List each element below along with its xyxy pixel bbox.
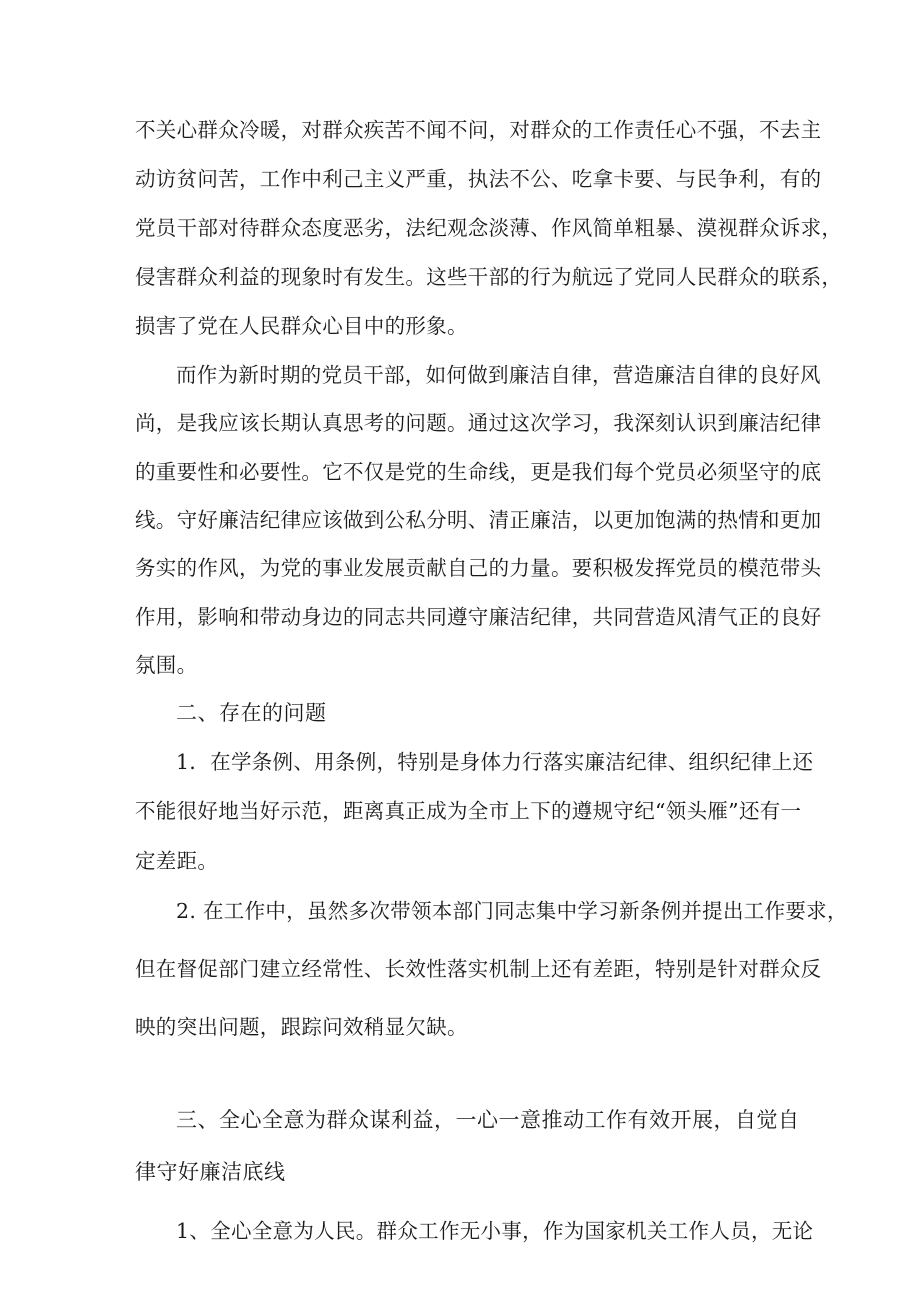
section-2-item-1-line-1: 1．在学条例、用条例，特别是身体力行落实廉洁纪律、组织纪律上还 (176, 750, 814, 774)
paragraph-2-line-6: 作用，影响和带动身边的同志共同遵守廉洁纪律，共同营造风清气正的良好 (135, 605, 822, 629)
paragraph-2-line-1: 而作为新时期的党员干部，如何做到廉洁自律，营造廉洁自律的良好风 (176, 363, 821, 387)
section-3-item-1-line-1: 1、全心全意为人民。群众工作无小事，作为国家机关工作人员，无论 (176, 1219, 814, 1243)
paragraph-1-line-5: 损害了党在人民群众心目中的形象。 (135, 314, 468, 338)
paragraph-1-line-3: 党员干部对待群众态度恶劣，法纪观念淡薄、作风简单粗暴、漠视群众诉求， (135, 216, 843, 240)
section-2-item-2-line-3: 映的突出问题，跟踪问效稍显欠缺。 (135, 1015, 468, 1039)
section-2-item-1-line-3: 定差距。 (135, 849, 219, 873)
section-3-heading-line-2: 律守好廉洁底线 (135, 1160, 286, 1184)
paragraph-2-line-5: 务实的作风，为党的事业发展贡献自己的力量。要积极发挥党员的模范带头 (135, 556, 822, 580)
paragraph-2-line-3: 的重要性和必要性。它不仅是党的生命线，更是我们每个党员必须坚守的底 (135, 460, 822, 484)
section-2-heading: 二、存在的问题 (176, 701, 327, 725)
section-2-item-1-line-2: 不能很好地当好示范，距离真正成为全市上下的遵规守纪“领头雁”还有一 (135, 799, 802, 823)
paragraph-2-line-4: 线。守好廉洁纪律应该做到公私分明、清正廉洁，以更加饱满的热情和更加 (135, 508, 822, 532)
paragraph-2-line-2: 尚，是我应该长期认真思考的问题。通过这次学习，我深刻认识到廉洁纪律 (135, 411, 822, 435)
paragraph-1-line-4: 侵害群众利益的现象时有发生。这些干部的行为航远了党同人民群众的联系， (135, 265, 843, 289)
section-3-heading-line-1: 三、全心全意为群众谋利益，一心一意推动工作有效开展，自觉自 (176, 1108, 800, 1132)
section-2-item-2-line-2: 但在督促部门建立经常性、长效性落实机制上还有差距，特别是针对群众反 (135, 957, 822, 981)
paragraph-2-line-7: 氛围。 (135, 653, 198, 677)
paragraph-1-line-1: 不关心群众冷暖，对群众疾苦不闻不问，对群众的工作责任心不强，不去主 (135, 118, 822, 142)
section-2-item-2-line-1: 2. 在工作中，虽然多次带领本部门同志集中学习新条例并提出工作要求， (176, 899, 848, 923)
paragraph-1-line-2: 动访贫问苦，工作中利己主义严重，执法不公、吃拿卡要、与民争利，有的 (135, 167, 822, 191)
